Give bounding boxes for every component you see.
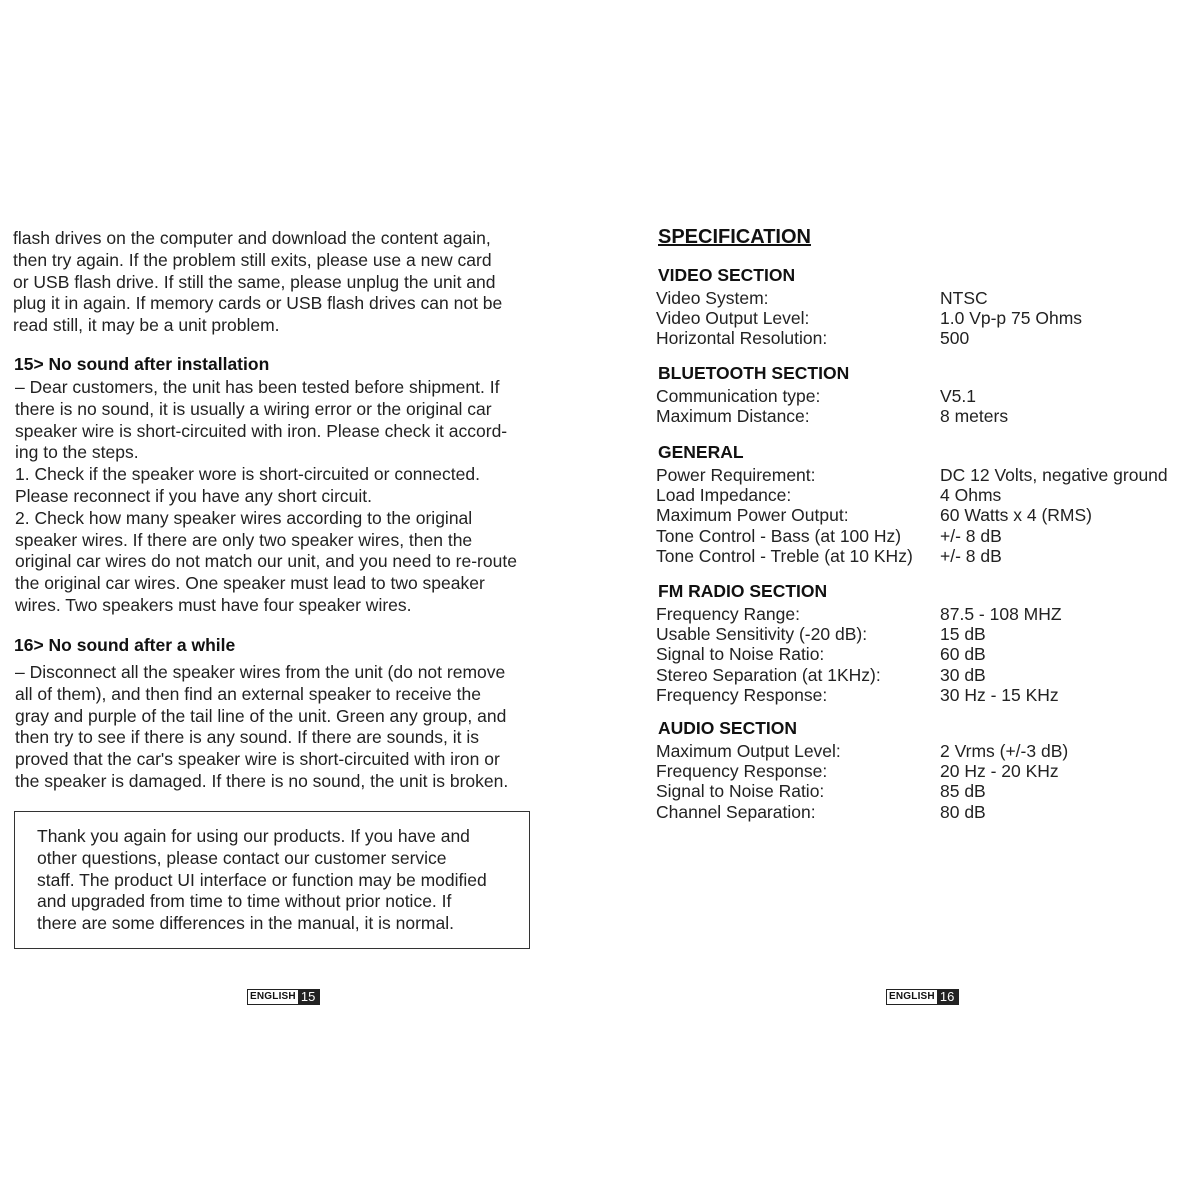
spec-row <box>656 386 1196 406</box>
spec-label: Tone Control - Bass (at 100 Hz) <box>656 525 902 546</box>
spec-value: +/- 8 dB <box>940 525 1002 546</box>
spec-row <box>656 604 1196 624</box>
text-line: Thank you again for using our products. If you have and <box>37 826 470 846</box>
spec-row <box>656 802 1196 822</box>
text-line: speaker wire is short-circuited with iron. Please check it accord- <box>15 420 508 441</box>
text-line: the speaker is damaged. If there is no sound, the unit is broken. <box>15 770 509 791</box>
text-line: read still, it may be a unit problem. <box>13 315 280 336</box>
spec-row <box>656 644 1196 664</box>
page-number: 16 <box>937 990 958 1004</box>
text-line: plug it in again. If memory cards or USB flash drives can not be <box>13 293 503 314</box>
spec-value: 4 Ohms <box>940 485 1002 506</box>
spec-row <box>656 624 1196 644</box>
spec-value: 87.5 - 108 MHZ <box>940 604 1062 624</box>
spec-value: 20 Hz - 20 KHz <box>940 761 1059 782</box>
spec-value: 80 dB <box>940 801 986 822</box>
text-line: proved that the car's speaker wire is short-circuited with iron or <box>15 749 500 770</box>
spec-label: Frequency Range: <box>656 604 800 624</box>
spec-label: Load Impedance: <box>656 485 792 506</box>
text-line: or USB flash drive. If still the same, please unplug the unit and <box>13 271 496 292</box>
text-line: other questions, please contact our customer service <box>37 847 447 868</box>
spec-label: Maximum Distance: <box>656 406 810 427</box>
section-title: GENERAL <box>658 442 744 462</box>
notice-text <box>37 826 487 935</box>
section-16-heading: 16> No sound after a while <box>14 635 236 655</box>
spec-label: Usable Sensitivity (-20 dB): <box>656 624 868 645</box>
spec-value: DC 12 Volts, negative ground <box>940 465 1168 485</box>
spec-value: 1.0 Vp-p 75 Ohms <box>940 308 1083 329</box>
spec-value: 30 dB <box>940 664 986 685</box>
spec-value: V5.1 <box>940 386 976 406</box>
spec-row <box>656 465 1196 485</box>
specification-title: SPECIFICATION <box>658 226 811 248</box>
notice-box <box>14 811 530 949</box>
spec-section-video <box>656 265 1196 349</box>
text-line: flash drives on the computer and download the content again, <box>13 228 491 248</box>
spec-value: NTSC <box>940 288 988 308</box>
text-line: Please reconnect if you have any short circuit. <box>15 485 372 506</box>
spec-label: Signal to Noise Ratio: <box>656 644 825 665</box>
footer-language-label: ENGLISH <box>889 991 935 1002</box>
spec-row <box>656 665 1196 685</box>
spec-label: Maximum Power Output: <box>656 505 849 526</box>
spec-row <box>656 505 1196 525</box>
section-title: BLUETOOTH SECTION <box>658 363 850 383</box>
text-line: wires. Two speakers must have four speaker wires. <box>15 594 412 615</box>
spec-label: Frequency Response: <box>656 684 828 705</box>
spec-label: Maximum Output Level: <box>656 741 841 761</box>
spec-row <box>656 485 1196 505</box>
spec-section-fm-radio <box>656 581 1196 705</box>
spec-label: Power Requirement: <box>656 465 816 485</box>
spec-value: 15 dB <box>940 624 986 645</box>
section-title: AUDIO SECTION <box>658 718 798 738</box>
spec-value: 60 Watts x 4 (RMS) <box>940 505 1093 526</box>
spec-value: +/- 8 dB <box>940 545 1002 566</box>
section-title: FM RADIO SECTION <box>658 581 828 601</box>
spec-value: 2 Vrms (+/-3 dB) <box>940 741 1069 761</box>
text-line: 1. Check if the speaker wore is short-circuited or connected. <box>15 464 480 485</box>
text-line: original car wires do not match our unit, and you need to re-route <box>15 551 517 572</box>
spec-section-general <box>656 442 1196 566</box>
page-footer <box>247 989 320 1005</box>
text-line: then try again. If the problem still exits, please use a new card <box>13 249 492 270</box>
text-line: 2. Check how many speaker wires according to the original <box>15 507 473 528</box>
text-line: staff. The product UI interface or function may be modified <box>37 869 487 890</box>
text-line: speaker wires. If there are only two speaker wires, then the <box>15 529 473 550</box>
text-line: the original car wires. One speaker must lead to two speaker <box>15 573 485 594</box>
spec-label: Signal to Noise Ratio: <box>656 781 825 802</box>
text-line: – Dear customers, the unit has been tested before shipment. If <box>15 377 500 397</box>
page-number: 15 <box>298 990 319 1004</box>
right-page <box>640 0 1200 1200</box>
spec-value: 30 Hz - 15 KHz <box>940 684 1059 705</box>
spec-label: Stereo Separation (at 1KHz): <box>656 664 881 685</box>
spec-row <box>656 328 1196 348</box>
text-line: then try to see if there is any sound. If there are sounds, it is <box>15 727 479 748</box>
spec-value: 85 dB <box>940 781 986 802</box>
spec-label: Horizontal Resolution: <box>656 328 828 349</box>
spec-label: Frequency Response: <box>656 761 828 782</box>
text-line: there are some differences in the manual, it is normal. <box>37 913 454 934</box>
text-line: gray and purple of the tail line of the unit. Green any group, and <box>15 705 507 726</box>
spec-row <box>656 685 1196 705</box>
spec-label: Communication type: <box>656 386 821 406</box>
spec-row <box>656 526 1196 546</box>
spec-label: Video System: <box>656 288 769 308</box>
spec-row <box>656 406 1196 426</box>
spec-label: Tone Control - Treble (at 10 KHz) <box>656 545 913 566</box>
spec-section-audio <box>656 718 1196 822</box>
text-line: – Disconnect all the speaker wires from the unit (do not remove <box>15 662 506 682</box>
left-page <box>0 0 560 1200</box>
text-line: there is no sound, it is usually a wiring error or the original car <box>15 398 492 419</box>
spec-row <box>656 761 1196 781</box>
text-line: and upgraded from time to time without prior notice. If <box>37 891 452 912</box>
spec-value: 500 <box>940 328 970 349</box>
section-16-body <box>15 662 508 793</box>
intro-paragraph <box>13 228 502 337</box>
spec-value: 60 dB <box>940 644 986 665</box>
page-footer <box>886 989 959 1005</box>
spec-row <box>656 288 1196 308</box>
spec-section-bluetooth <box>656 363 1196 426</box>
footer-language-label: ENGLISH <box>250 991 296 1002</box>
section-15-body <box>15 377 517 617</box>
spec-row <box>656 308 1196 328</box>
spec-label: Video Output Level: <box>656 308 810 329</box>
text-line: ing to the steps. <box>15 442 139 463</box>
spec-row <box>656 546 1196 566</box>
section-15-heading: 15> No sound after installation <box>14 354 270 374</box>
spec-row <box>656 741 1196 761</box>
text-line: all of them), and then find an external speaker to receive the <box>15 683 481 704</box>
section-title: VIDEO SECTION <box>658 265 796 285</box>
spec-value: 8 meters <box>940 406 1009 427</box>
spec-label: Channel Separation: <box>656 801 816 822</box>
spec-row <box>656 781 1196 801</box>
